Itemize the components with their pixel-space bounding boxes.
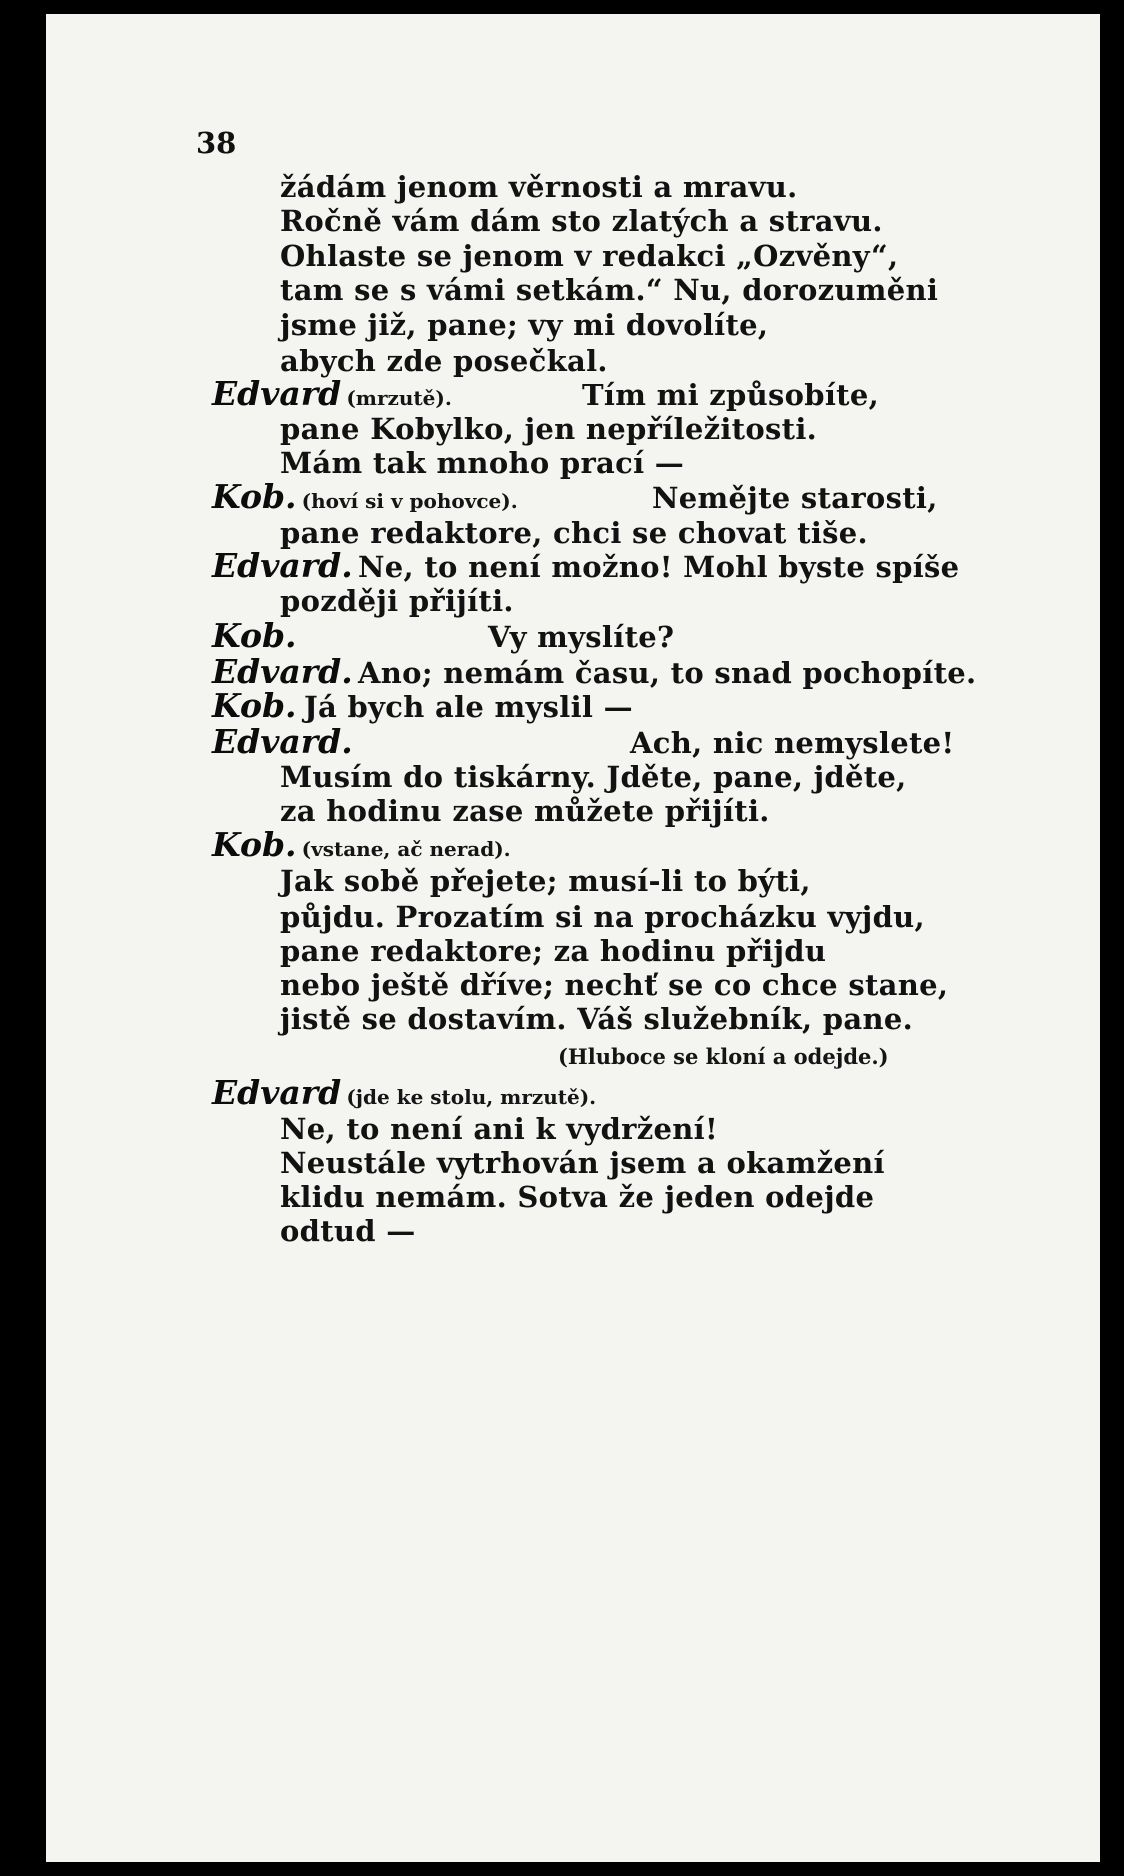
speaker-line [212, 477, 518, 516]
verse-line: za hodinu zase můžete přijíti. [280, 794, 770, 828]
speaker-line [212, 825, 511, 864]
verse-line: Ročně vám dám sto zlatých a stravu. [280, 204, 883, 238]
verse-line: Tím mi způsobíte, [582, 378, 880, 412]
stage-direction: (vstane, ač nerad). [301, 837, 511, 861]
stage-direction: (mrzutě). [346, 386, 452, 410]
book-page [46, 14, 1100, 1862]
verse-line: půjdu. Prozatím si na procházku vyjdu, [280, 900, 925, 934]
verse-line: Ne, to není možno! Mohl byste spíše [358, 550, 960, 584]
verse-line: nebo ještě dříve; nechť se co chce stane, [280, 968, 949, 1002]
speaker-name: Kob. [212, 477, 297, 516]
verse-line: Nemějte starosti, [652, 481, 938, 515]
speaker-line [212, 1073, 596, 1112]
verse-line: Ach, nic nemyslete! [630, 726, 955, 760]
verse-line: tam se s vámi setkám.“ Nu, dorozuměni [280, 273, 939, 307]
speaker-name: Kob. [212, 616, 297, 655]
verse-line: jistě se dostavím. Váš služebník, pane. [280, 1002, 913, 1036]
stage-direction: (Hluboce se kloní a odejde.) [558, 1044, 889, 1069]
speaker-name: Edvard. [212, 652, 353, 691]
stage-direction: (jde ke stolu, mrzutě). [346, 1085, 597, 1109]
verse-line: Ne, to není ani k vydržení! [280, 1112, 719, 1146]
speaker-name: Edvard [212, 1073, 342, 1112]
speaker-name: Edvard. [212, 722, 353, 761]
verse-line: žádám jenom věrnosti a mravu. [280, 170, 798, 204]
verse-line: Ohlaste se jenom v redakci „Ozvěny“, [280, 239, 899, 273]
stage-direction: (hoví si v pohovce). [301, 489, 518, 513]
speaker-name: Kob. [212, 686, 297, 725]
verse-line: abych zde posečkal. [280, 344, 608, 378]
verse-line: Musím do tiskárny. Jděte, pane, jděte, [280, 760, 907, 794]
verse-line: pane redaktore; za hodinu přijdu [280, 934, 827, 968]
verse-line: později přijíti. [280, 584, 514, 618]
speaker-name: Kob. [212, 825, 297, 864]
verse-line: pane redaktore, chci se chovat tiše. [280, 516, 868, 550]
verse-line: Neustále vytrhován jsem a okamžení [280, 1146, 885, 1180]
speaker-name: Edvard. [212, 546, 353, 585]
verse-line: odtud — [280, 1214, 416, 1248]
speaker-name: Edvard [212, 374, 342, 413]
verse-line: jsme již, pane; vy mi dovolíte, [280, 308, 769, 342]
verse-line: klidu nemám. Sotva že jeden odejde [280, 1180, 875, 1214]
speaker-line [212, 374, 452, 413]
verse-line: Vy myslíte? [488, 620, 675, 654]
page-number: 38 [196, 126, 237, 160]
verse-line: pane Kobylko, jen nepříležitosti. [280, 412, 818, 446]
verse-line: Mám tak mnoho prací — [280, 446, 685, 480]
verse-line: Ano; nemám času, to snad pochopíte. [358, 656, 977, 690]
verse-line: Já bych ale myslil — [304, 690, 633, 724]
verse-line: Jak sobě přejete; musí-li to býti, [280, 864, 811, 898]
